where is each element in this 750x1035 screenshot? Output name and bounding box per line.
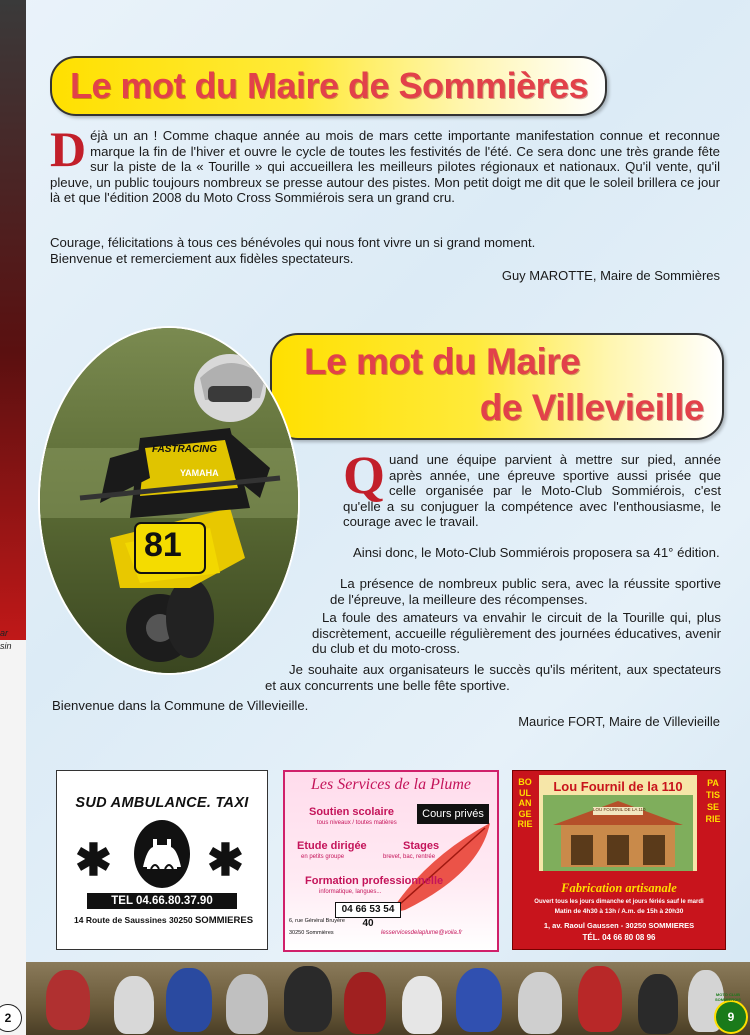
jersey-sponsor: YAMAHA [180, 468, 219, 478]
ad-services-plume [283, 770, 499, 952]
section2-para6-block [52, 698, 652, 714]
section2-para4-block [312, 610, 721, 657]
ambulance-address-city: SOMMIERES [194, 915, 254, 926]
section1-title: Le mot du Maire de Sommières [70, 65, 589, 106]
section1-body-2 [50, 235, 720, 266]
plume-soutien: Soutien scolaire [309, 806, 394, 818]
fournil-right-vertical: PATISSERIE [705, 778, 721, 824]
section1-signature: Guy MAROTTE, Maire de Sommières [501, 268, 720, 283]
left-page-edge [0, 0, 26, 640]
section2-para4: La foule des amateurs va envahir le circuit de la Tourille qui, plus discrètement, accueille régulièrement des journées éducatives, avenir du club et du moto-cross. [312, 610, 721, 657]
section2-para6: Bienvenue dans la Commune de Villevieille. [52, 698, 309, 713]
plume-formation: Formation professionnelle [305, 875, 444, 887]
section2-dropcap: Q [343, 445, 386, 505]
section2-para3-block [330, 576, 721, 607]
motocross-rider-photo [40, 328, 298, 673]
section2-title-line1: Le mot du Maire [304, 341, 581, 382]
jersey-brand: FASTRACING [152, 444, 217, 455]
ambulance-logo-icon [133, 819, 191, 889]
feather-icon [385, 818, 495, 918]
section1-title-banner [50, 56, 607, 116]
plume-address2: 30250 Sommières [289, 930, 334, 936]
left-page-edge-lower [0, 640, 26, 1035]
ambulance-name: SUD AMBULANCE. TAXI [75, 795, 249, 811]
rider-number: 81 [144, 526, 182, 564]
left-strip-text: ar [0, 628, 9, 638]
ambulance-star-left: ✱ [75, 836, 112, 885]
section2-title-line2: de Villevieille [479, 387, 704, 428]
section2-para2-block [343, 545, 721, 561]
bottom-riders-photo [26, 962, 750, 1035]
plume-name: Les Services de la Plume [311, 776, 471, 793]
section2-signature: Maurice FORT, Maire de Villevieille [518, 714, 720, 729]
plume-cours: Cours privés [417, 804, 489, 824]
rider-illustration [40, 328, 298, 673]
section2-title-banner [270, 333, 724, 440]
ambulance-address-street: 14 Route de Saussines 30250 [74, 915, 193, 925]
plume-stages: Stages [403, 840, 440, 852]
ad-lou-fournil [512, 770, 726, 950]
ambulance-phone: TEL 04.66.80.37.90 [87, 893, 237, 909]
page-number-right-value: 9 [727, 1010, 735, 1024]
fournil-name: Lou Fournil de la 110 [553, 779, 683, 794]
section1-para3: Bienvenue et remerciement aux fidèles spectateurs. [50, 250, 354, 266]
ambulance-star-right: ✱ [207, 836, 244, 885]
plume-stages-sub: brevet, bac, rentrée [383, 854, 436, 860]
ad-sud-ambulance [56, 770, 268, 950]
plume-etude-sub: en petits groupe [301, 854, 345, 860]
section2-para1: uand une équipe parvient à mettre sur pied, année après année, une épreuve sportive aussi prisée que celle organisée par le Moto-Club Sommiérois, c'est qu'elle a su conjuguer la compétence avec l'enthousiasme, le courage avec le travail. [343, 452, 721, 530]
fournil-sign: LOU FOURNIL DE LA 110 [593, 807, 646, 812]
left-strip-text: sin [0, 641, 12, 651]
club-badge-text: MOTO CLUB SOMMIEROIS [714, 992, 741, 1002]
section2-para2: Ainsi donc, le Moto-Club Sommiérois proposera sa 41° édition. [353, 545, 720, 560]
fournil-tagline: Fabrication artisanale [561, 881, 677, 895]
page-number-left: 2 [0, 1004, 22, 1032]
fournil-hours1: Ouvert tous les jours dimanche et jours fériés sauf le mardi [534, 899, 704, 905]
section1-body [50, 121, 720, 206]
fournil-hours2: Matin de 4h30 à 13h / A.m. de 15h à 20h30 [554, 908, 684, 915]
page-number-right [714, 1000, 748, 1034]
section1-para2: Courage, félicitations à tous ces bénévoles qui nous font vivre un si grand moment. [50, 235, 536, 250]
plume-phone: 04 66 53 54 40 [335, 902, 401, 918]
section2-para5: Je souhaite aux organisateurs le succès qu'ils méritent, aux spectateurs et aux concurrents une belle fête sportive. [265, 662, 721, 693]
ambulance-address [74, 915, 253, 926]
fournil-phone: TÉL. 04 66 80 08 96 [582, 933, 656, 942]
section2-para1-block [343, 445, 721, 530]
fournil-address: 1, av. Raoul Gaussen - 30250 SOMMIERES [543, 921, 695, 930]
plume-soutien-sub: tous niveaux / toutes matières [317, 820, 397, 826]
plume-address1: 6, rue Général Bruyère [289, 918, 345, 924]
section2-para5-block [265, 662, 721, 693]
plume-etude: Etude dirigée [297, 840, 367, 852]
fournil-left-vertical: BOULANGERIE [517, 777, 533, 829]
plume-formation-sub: informatique, langues... [319, 889, 382, 895]
section2-para3: La présence de nombreux public sera, avec la réussite sportive de l'épreuve, la meilleure des récompenses. [330, 576, 721, 607]
section1-para1: éjà un an ! Comme chaque année au mois de mars cette importante manifestation connue et reconnue marque la fin de l'hiver et ouvre le cycle de toutes les festivités de l'été. Ce sera donc une très grande fête sur la piste de la « Tourille » qui accueillera les meilleurs pilotes régionaux et nationaux. Qu'il vente, qu'il pleuve, un public toujours nombreux se presse autour des pistes. Mon petit doigt me dit que le soleil brillera ce jour là et que l'édition 2008 du Moto Cross Sommiérois sera un grand cru. [50, 128, 720, 206]
plume-email: lesservicesdelaplume@voila.fr [381, 930, 463, 936]
section1-dropcap: D [50, 121, 87, 177]
